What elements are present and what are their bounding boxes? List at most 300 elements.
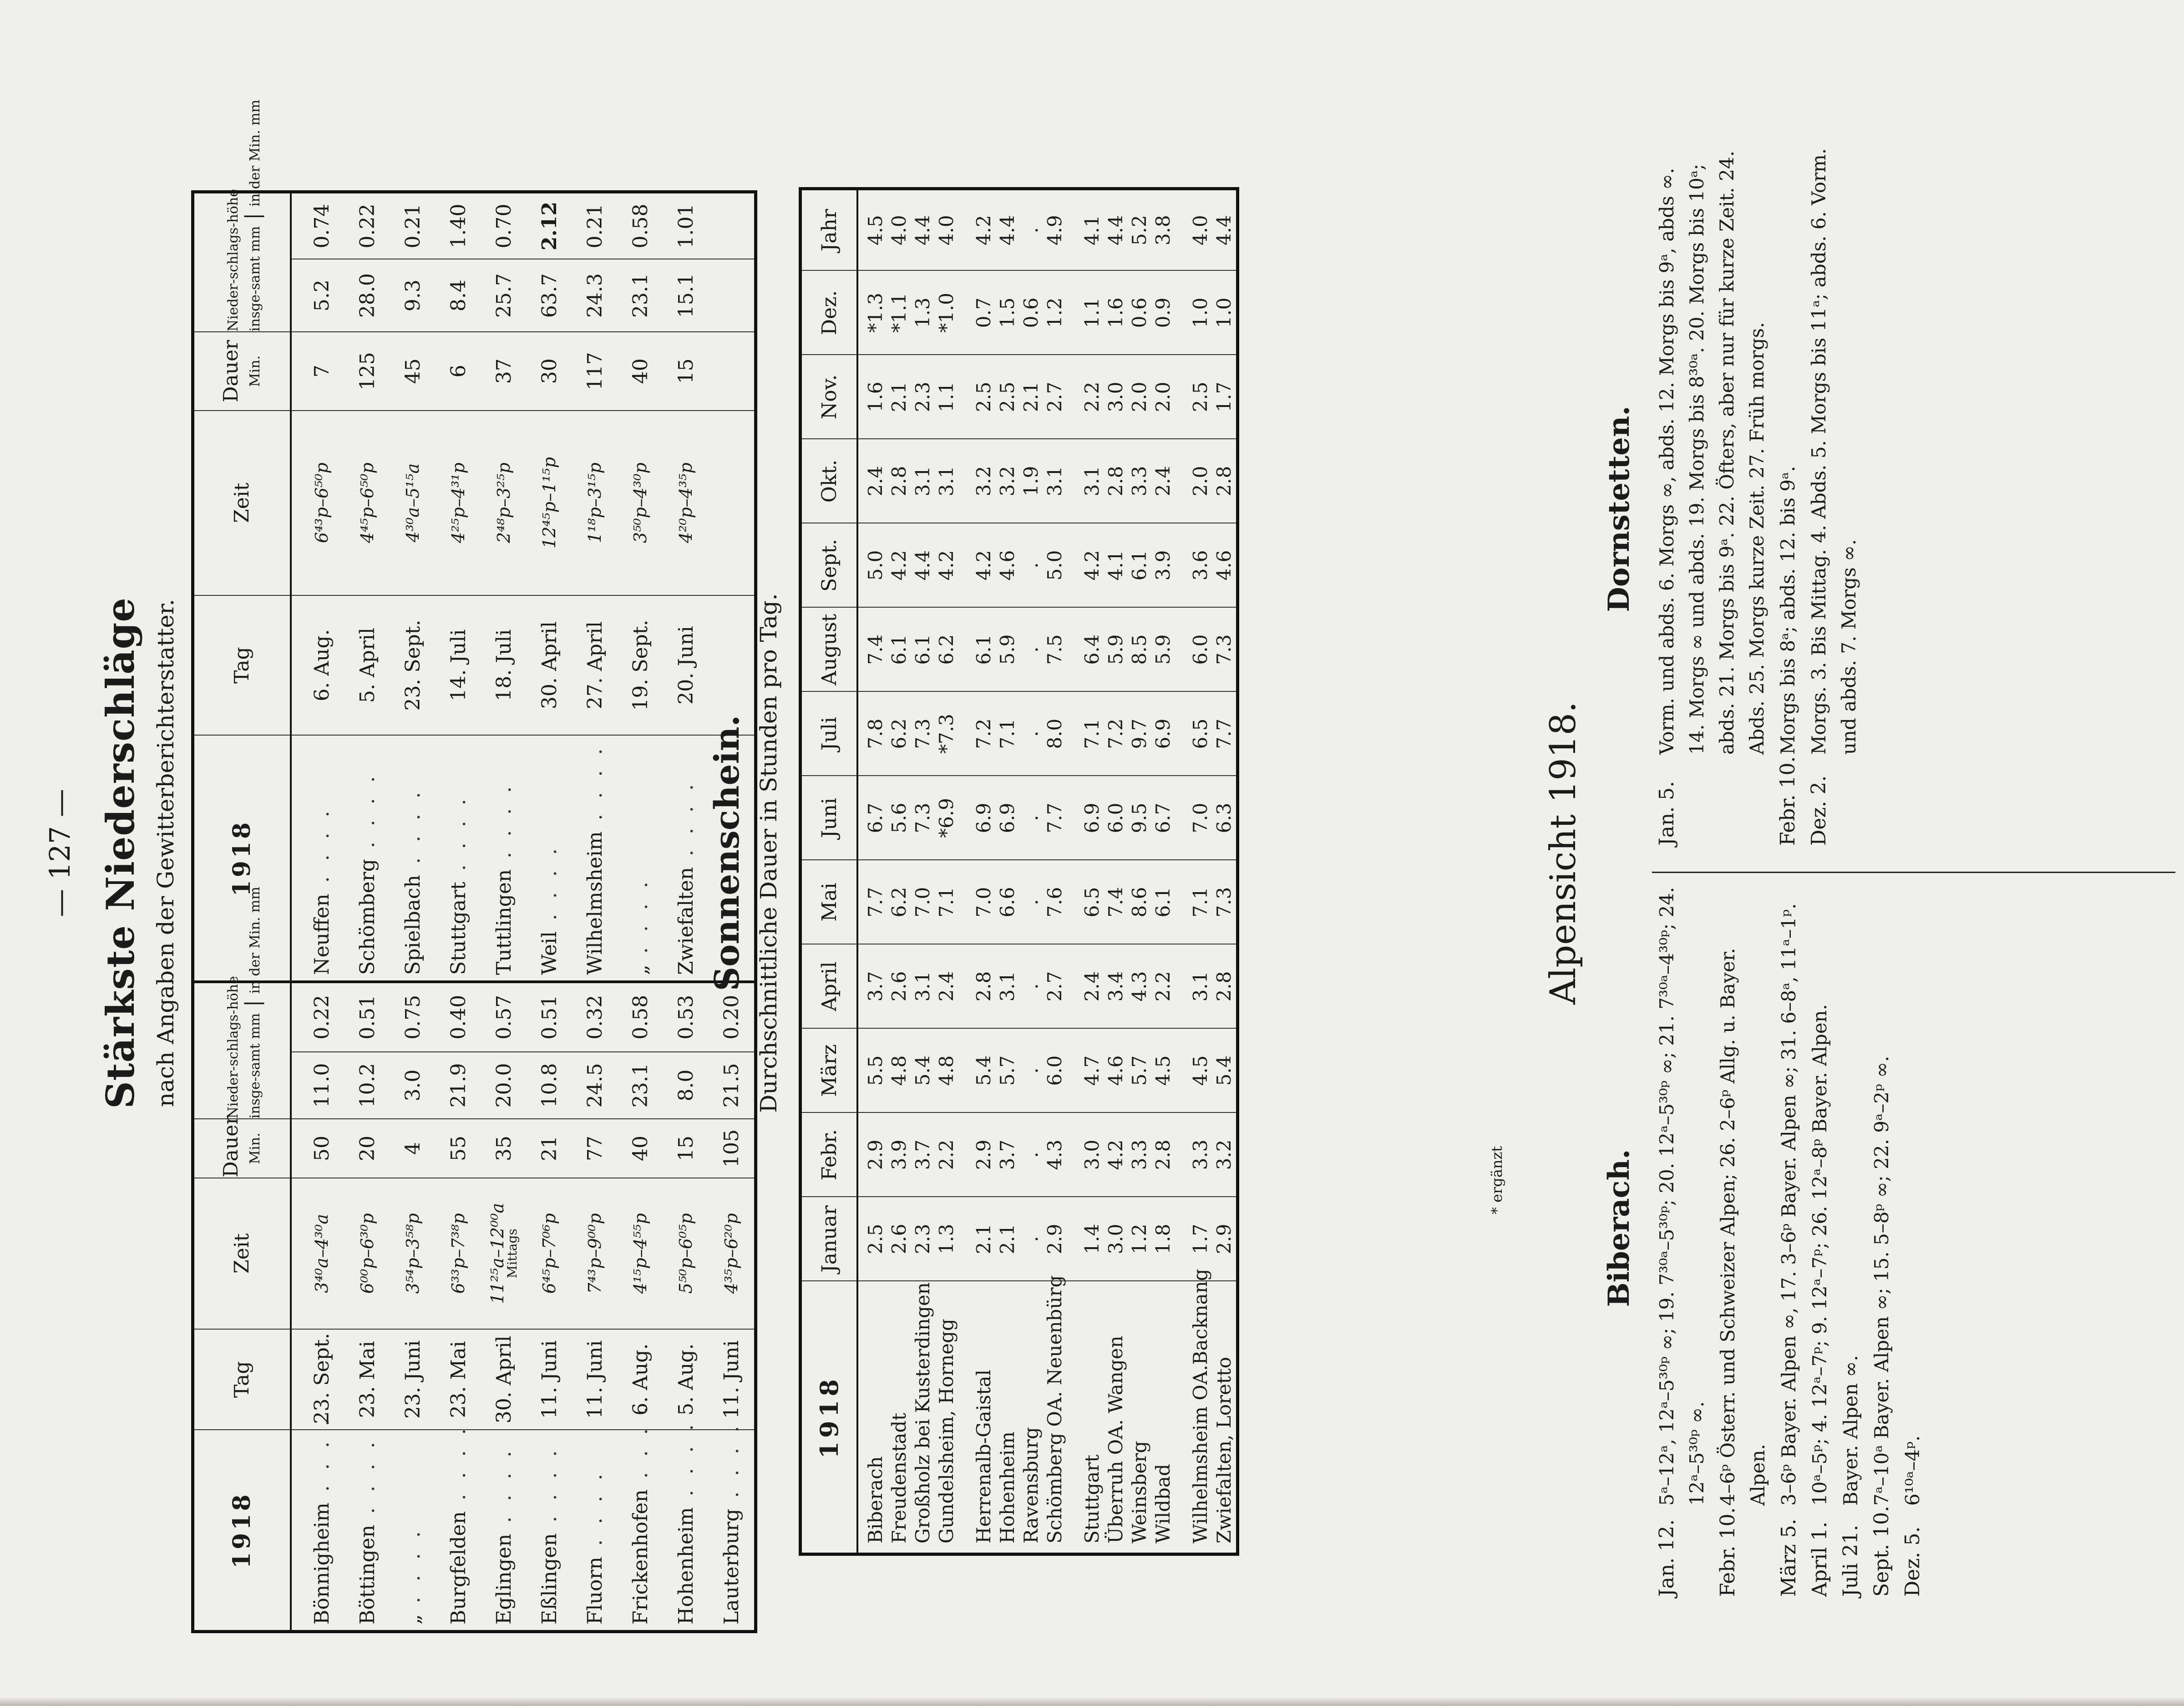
value-cell: 4.5 (1189, 1029, 1212, 1113)
value-cell: 7.8 (857, 692, 887, 776)
value-cell: 6.0 (1189, 608, 1212, 692)
value-cell: 7.1 (1080, 692, 1104, 776)
value-cell: 0.6 (1128, 271, 1151, 355)
duration-cell: 37 (481, 332, 527, 410)
gap-cell (958, 860, 972, 944)
group-gap (958, 189, 972, 1554)
gap-cell (1175, 608, 1189, 692)
station-label: Stuttgart (446, 882, 470, 975)
dornstetten-entry (1652, 136, 1772, 846)
value-cell: 6.2 (887, 860, 911, 944)
value-cell: *1.1 (887, 271, 911, 355)
gap-cell (1175, 776, 1189, 860)
value-cell: 2.4 (857, 439, 887, 523)
leader-dots: . . . . (401, 787, 425, 875)
per-minute-cell: 0.75 (390, 982, 436, 1052)
leader-dots: . . . . (446, 1424, 470, 1512)
station-name: Stuttgart (1080, 1281, 1104, 1554)
table-row (663, 192, 709, 1632)
leader-dots: . . . . (537, 844, 561, 932)
value-cell: 1.0 (1189, 271, 1212, 355)
station-name (527, 1430, 572, 1631)
gap-cell (1175, 692, 1189, 776)
time-cell (618, 411, 663, 595)
gap-cell (958, 1281, 972, 1554)
value-cell: 6.6 (996, 860, 1019, 944)
value-cell: 2.0 (1128, 355, 1151, 439)
month-header: Januar (801, 1197, 858, 1281)
value-cell: 5.2 (1128, 189, 1151, 271)
group-gap (1067, 189, 1080, 1554)
date-cell: 20. Juni (663, 595, 709, 736)
value-cell: . (1019, 776, 1043, 860)
station-label: Zwiefalten (674, 867, 698, 975)
duration-cell: 35 (481, 1119, 527, 1178)
value-cell: 2.0 (1189, 439, 1212, 523)
gap-cell (1067, 860, 1080, 944)
value-cell: 2.8 (1212, 439, 1238, 523)
value-cell: 7.7 (1212, 692, 1238, 776)
value-cell: 1.6 (857, 355, 887, 439)
duration-cell: 15 (663, 1119, 709, 1178)
value-cell: 7.5 (1043, 608, 1067, 692)
month-header: Sept. (801, 523, 858, 608)
gap-cell (1067, 439, 1080, 523)
dornstetten-entries (1652, 136, 1865, 846)
month-header: April (801, 944, 858, 1029)
station-label: Eglingen (492, 1533, 516, 1625)
gap-cell (1175, 355, 1189, 439)
month-header: Nov. (801, 355, 858, 439)
table-row (1019, 189, 1043, 1554)
group-gap (1175, 189, 1189, 1554)
duration-cell: 77 (572, 1119, 618, 1178)
value-cell: 6.2 (887, 692, 911, 776)
value-cell: 2.4 (1080, 944, 1104, 1029)
time-cell (291, 1178, 345, 1329)
value-cell: 4.8 (887, 1029, 911, 1113)
value-cell: 5.4 (1212, 1029, 1238, 1113)
date-cell: 5. April (345, 595, 390, 736)
value-cell: 5.4 (911, 1029, 935, 1113)
duration-cell: 50 (291, 1119, 345, 1178)
date-cell: 18. Juli (481, 595, 527, 736)
time-value: 12⁴⁵p–1¹⁵p (539, 457, 559, 549)
value-cell: 5.0 (857, 523, 887, 608)
value-cell: 1.3 (935, 1197, 958, 1281)
value-cell: 6.0 (1043, 1029, 1067, 1113)
value-cell: 3.6 (1189, 523, 1212, 608)
value-cell: 6.5 (1080, 860, 1104, 944)
value-cell: 2.8 (972, 944, 996, 1029)
value-cell: 2.9 (972, 1113, 996, 1197)
niederschlag-header (193, 192, 291, 1632)
value-cell: . (1019, 608, 1043, 692)
gap-cell (1067, 1113, 1080, 1197)
entry-date: Sept. 10. (1870, 1506, 1893, 1597)
value-cell: 6.0 (1104, 776, 1128, 860)
time-value: 6⁴⁵p–7⁰⁶p (539, 1213, 559, 1294)
value-cell: 3.1 (996, 944, 1019, 1029)
time-value: 4²⁵p–4³¹p (448, 462, 468, 543)
date-cell: 5. Aug. (663, 1329, 709, 1430)
value-cell: 3.9 (887, 1113, 911, 1197)
value-cell: 4.2 (972, 523, 996, 608)
dornstetten-entry (1773, 136, 1803, 846)
month-header: Juli (801, 692, 858, 776)
value-cell: 7.3 (911, 692, 935, 776)
dornstetten-entry (1804, 136, 1864, 846)
date-cell: 23. Sept. (390, 595, 436, 736)
station-label: Schömberg (355, 859, 379, 975)
value-cell: 7.6 (1043, 860, 1067, 944)
per-minute-cell: 0.70 (481, 192, 527, 259)
value-cell: 7.7 (857, 860, 887, 944)
time-value: 6⁰⁰p–6³⁰p (357, 1213, 377, 1294)
station-name (663, 1420, 709, 1631)
time-value: 2⁴⁸p–3²⁵p (494, 462, 514, 543)
time-value: 7⁴³p–9⁰⁰p (585, 1213, 605, 1294)
gap-cell (1067, 1029, 1080, 1113)
niederschlag-table (191, 99, 757, 1633)
total-cell: 23.1 (618, 1052, 663, 1119)
entry-text: Morgs. 3. Bis Mittag. 4. Abds. 5. Morgs bis 11ᵃ; abds. 6. Vorm. und abds. 7. Morgs ∞. (1808, 148, 1860, 755)
leader-dots: . . . . (720, 1421, 743, 1509)
value-cell: 1.2 (1043, 271, 1067, 355)
value-cell: 2.5 (857, 1197, 887, 1281)
date-cell: 11. Juni (709, 1329, 756, 1430)
station-name: Wilhelmsheim OA.Backnang (1189, 1281, 1212, 1554)
gap-cell (958, 692, 972, 776)
value-cell: 4.5 (857, 189, 887, 271)
duration-cell: 55 (436, 1119, 481, 1178)
value-cell: 7.3 (911, 776, 935, 860)
station-name (527, 735, 572, 982)
per-minute-cell: 0.40 (436, 982, 481, 1052)
value-cell: 6.3 (1212, 776, 1238, 860)
per-minute-cell: 1.01 (663, 192, 709, 259)
value-cell: 4.7 (1080, 1029, 1104, 1113)
leader-dots: . . . . (355, 1437, 379, 1525)
value-cell: 6.1 (972, 608, 996, 692)
station-name (618, 735, 663, 982)
value-cell: 2.8 (1104, 439, 1128, 523)
total-cell: 24.3 (572, 259, 618, 332)
entry-date: Dez. 5. (1901, 1526, 1924, 1597)
value-cell: 8.0 (1043, 692, 1067, 776)
value-cell: 1.3 (911, 271, 935, 355)
per-minute-cell: 0.21 (390, 192, 436, 259)
value-cell: 7.2 (1104, 692, 1128, 776)
total-cell: 25.7 (481, 259, 527, 332)
header-dauer-right: Dauer Min. (193, 332, 291, 410)
gap-cell (1067, 271, 1080, 355)
per-minute-cell: 0.51 (345, 982, 390, 1052)
value-cell: 5.7 (1128, 1029, 1151, 1113)
per-minute-cell: 1.40 (436, 192, 481, 259)
time-cell (663, 411, 709, 595)
value-cell: 3.3 (1189, 1113, 1212, 1197)
table-row (390, 192, 436, 1632)
time-value: 3⁵⁴p–3⁵⁸p (403, 1213, 423, 1294)
total-cell: 20.0 (481, 1052, 527, 1119)
value-cell: 3.8 (1151, 189, 1175, 271)
value-cell: 3.1 (911, 439, 935, 523)
time-value: 4³⁵p–6²⁰p (721, 1213, 741, 1294)
station-name: Überruh OA. Wangen (1104, 1281, 1128, 1554)
total-cell: 3.0 (390, 1052, 436, 1119)
total-cell: 21.9 (436, 1052, 481, 1119)
value-cell: 2.8 (1151, 1113, 1175, 1197)
value-cell: 2.2 (935, 1113, 958, 1197)
month-header: Febr. (801, 1113, 858, 1197)
value-cell: 2.3 (911, 1197, 935, 1281)
gap-cell (1175, 523, 1189, 608)
table-row (1128, 189, 1151, 1554)
table-row (996, 189, 1019, 1554)
leader-dots: . . . . (310, 1415, 334, 1503)
value-cell: 4.1 (1080, 189, 1104, 271)
entry-date: Febr. 10. (1716, 1507, 1739, 1597)
station-name (436, 735, 481, 982)
duration-cell: 20 (345, 1119, 390, 1178)
per-minute-cell: 0.58 (618, 192, 663, 259)
station-label: Hohenheim (674, 1507, 698, 1625)
value-cell: 3.0 (1104, 355, 1128, 439)
duration-cell: 7 (291, 332, 345, 410)
value-cell: 2.4 (1151, 439, 1175, 523)
value-cell: 4.2 (972, 189, 996, 271)
value-cell: 6.1 (1128, 523, 1151, 608)
gap-cell (1067, 692, 1080, 776)
station-label: Weil (537, 931, 561, 975)
value-cell: 3.2 (1212, 1113, 1238, 1197)
value-cell: 4.0 (935, 189, 958, 271)
value-cell: 6.1 (887, 608, 911, 692)
value-cell: 2.1 (1019, 355, 1043, 439)
time-cell (345, 1178, 390, 1329)
station-label: Spielbach (401, 875, 425, 975)
station-name: Weinsberg (1128, 1281, 1151, 1554)
gap-cell (958, 608, 972, 692)
biberach-entry (1836, 887, 1866, 1597)
value-cell: 7.3 (1212, 860, 1238, 944)
gap-cell (1175, 439, 1189, 523)
month-header: Dez. (801, 271, 858, 355)
gap-cell (1067, 608, 1080, 692)
table-row (572, 192, 618, 1632)
gap-cell (958, 1197, 972, 1281)
station-label: Burgfelden (446, 1511, 470, 1625)
value-cell: 3.0 (1080, 1113, 1104, 1197)
value-cell: 3.2 (972, 439, 996, 523)
total-cell: 10.8 (527, 1052, 572, 1119)
total-cell: 11.0 (291, 1052, 345, 1119)
value-cell: 3.1 (1080, 439, 1104, 523)
value-cell: 4.0 (887, 189, 911, 271)
value-cell: 6.9 (972, 776, 996, 860)
station-name (390, 1430, 436, 1631)
leader-dots: . . . . (355, 772, 379, 859)
duration-cell: 6 (436, 332, 481, 410)
value-cell: 3.7 (857, 944, 887, 1029)
gap-cell (1067, 523, 1080, 608)
value-cell: 4.2 (1104, 1113, 1128, 1197)
per-minute-cell: 0.20 (709, 982, 756, 1052)
entry-date: Febr. 10. (1776, 756, 1799, 846)
value-cell: 4.3 (1043, 1113, 1067, 1197)
value-cell: 3.7 (911, 1113, 935, 1197)
month-header: Jahr (801, 189, 858, 271)
entry-text: Morgs bis 8ᵃ; abds. 12. bis 9ᵃ. (1777, 466, 1799, 755)
time-cell (345, 411, 390, 595)
gap-cell (1067, 355, 1080, 439)
total-cell: 21.5 (709, 1052, 756, 1119)
month-header: März (801, 1029, 858, 1113)
value-cell: 4.3 (1128, 944, 1151, 1029)
biberach-entry (1713, 887, 1773, 1597)
value-cell: 4.4 (1212, 189, 1238, 271)
page-title: Stärkste Niederschläge (98, 597, 143, 1109)
time-value: 4²⁰p–4³⁵p (676, 462, 696, 543)
value-cell: 7.1 (1189, 860, 1212, 944)
gap-cell (1175, 1029, 1189, 1113)
station-label: Tuttlingen (492, 869, 516, 975)
header-zeit-right: Zeit (193, 411, 291, 595)
entry-text: Bayer. Alpen ∞. (1839, 1355, 1862, 1506)
station-name (291, 1415, 345, 1631)
station-name: Schömberg OA. Neuenbürg (1043, 1281, 1067, 1554)
value-cell: 6.9 (996, 776, 1019, 860)
value-cell: 6.7 (1151, 776, 1175, 860)
value-cell: 7.1 (935, 860, 958, 944)
value-cell: 6.5 (1189, 692, 1212, 776)
value-cell: 2.6 (887, 944, 911, 1029)
time-value: 5⁵⁰p–6⁰⁵p (676, 1213, 696, 1294)
value-cell: . (1019, 860, 1043, 944)
table-row (1104, 189, 1128, 1554)
date-cell: 6. Aug. (618, 1329, 663, 1430)
biberach-entry (1652, 887, 1712, 1597)
value-cell: 7.3 (1212, 608, 1238, 692)
per-minute-cell: 0.22 (345, 192, 390, 259)
value-cell: 6.9 (1080, 776, 1104, 860)
header-tag-right: Tag (193, 595, 291, 736)
table-row (1189, 189, 1212, 1554)
value-cell: 4.4 (1104, 189, 1128, 271)
value-cell: *7.3 (935, 692, 958, 776)
value-cell: 4.6 (1104, 1029, 1128, 1113)
gap-cell (958, 355, 972, 439)
entry-text: Vorm. und abds. 6. Morgs ∞, abds. 12. Morgs bis 9ᵃ, abds ∞. 14. Morgs ∞ und abds. 19. Morgs bis 8³⁰ᵃ. 20. Morgs bis 10ᵃ; abds. 21. Morgs bis 9ᵃ. 22. Öfters, aber nur für kurze Zeit. 24. Abds. 25. Morgs kurze Zeit. 27. Früh morgs. (1656, 151, 1768, 755)
value-cell: 4.1 (1104, 523, 1128, 608)
station-label: Lauterburg (720, 1508, 743, 1625)
entry-date: März 5. (1777, 1518, 1800, 1597)
table-row (857, 189, 887, 1554)
value-cell: 1.0 (1212, 271, 1238, 355)
value-cell: 6.9 (1151, 692, 1175, 776)
page-subtitle: nach Angaben der Gewitterberichterstatter. (152, 599, 179, 1107)
entry-date: Dez. 2. (1807, 775, 1830, 846)
date-cell: 23. Sept. (291, 1329, 345, 1430)
value-cell: 1.4 (1080, 1197, 1104, 1281)
date-cell: 23. Mai (345, 1329, 390, 1430)
total-cell: 28.0 (345, 259, 390, 332)
month-header: Okt. (801, 439, 858, 523)
value-cell: 2.8 (1212, 944, 1238, 1029)
table-row (911, 189, 935, 1554)
date-cell: 14. Juli (436, 595, 481, 736)
value-cell: 0.6 (1019, 271, 1043, 355)
value-cell: 3.7 (996, 1113, 1019, 1197)
value-cell: . (1019, 189, 1043, 271)
duration-cell: 15 (663, 332, 709, 410)
leader-dots: . . . . (583, 744, 607, 832)
leader-dots: . . . . (674, 779, 698, 867)
station-name (572, 735, 618, 982)
date-cell: 23. Juni (390, 1329, 436, 1430)
station-label: Eßlingen (537, 1533, 561, 1625)
total-cell: 63.7 (527, 259, 572, 332)
value-cell: 2.9 (857, 1113, 887, 1197)
value-cell: *1.3 (857, 271, 887, 355)
alpensicht-title: Alpensicht 1918. (1543, 701, 1584, 1005)
time-cell (436, 411, 481, 595)
value-cell: 1.8 (1151, 1197, 1175, 1281)
value-cell: . (1019, 1029, 1043, 1113)
station-label: Fluorn (583, 1557, 607, 1625)
value-cell: 5.5 (857, 1029, 887, 1113)
biberach-entries (1652, 887, 1929, 1597)
leader-dots: . . . . (492, 1446, 516, 1534)
station-name: Großholz bei Kusterdingen (911, 1281, 935, 1554)
table-row (1080, 189, 1104, 1554)
value-cell: 4.6 (1212, 523, 1238, 608)
gap-cell (1175, 1281, 1189, 1554)
station-label: Frickenhofen (628, 1489, 652, 1625)
value-cell: 3.1 (935, 439, 958, 523)
time-cell (618, 1178, 663, 1329)
value-cell: 5.9 (1151, 608, 1175, 692)
biberach-entry (1774, 887, 1804, 1597)
sonnenschein-table (799, 190, 1239, 1556)
total-cell: 5.2 (291, 259, 345, 332)
table-row (345, 192, 390, 1632)
per-minute-cell: 0.21 (572, 192, 618, 259)
value-cell: . (1019, 944, 1043, 1029)
value-cell: 3.4 (1104, 944, 1128, 1029)
time-cell (527, 1178, 572, 1329)
date-cell: 30. April (481, 1329, 527, 1430)
total-cell: 23.1 (618, 259, 663, 332)
value-cell: 7.4 (1104, 860, 1128, 944)
station-label: Wilhelmsheim (583, 831, 607, 975)
duration-cell: 125 (345, 332, 390, 410)
value-cell: 4.9 (1043, 189, 1067, 271)
time-cell (390, 1178, 436, 1329)
value-cell: 2.7 (1043, 355, 1067, 439)
station-name (390, 735, 436, 982)
sonnenschein-title: Sonnenschein. (708, 715, 747, 991)
value-cell: 4.8 (935, 1029, 958, 1113)
value-cell: 4.2 (935, 523, 958, 608)
dornstetten-heading: Dornstetten. (1602, 406, 1636, 612)
value-cell: 2.7 (1043, 944, 1067, 1029)
value-cell: 1.7 (1189, 1197, 1212, 1281)
gap-cell (1067, 944, 1080, 1029)
value-cell: 5.0 (1043, 523, 1067, 608)
gap-cell (1067, 1197, 1080, 1281)
